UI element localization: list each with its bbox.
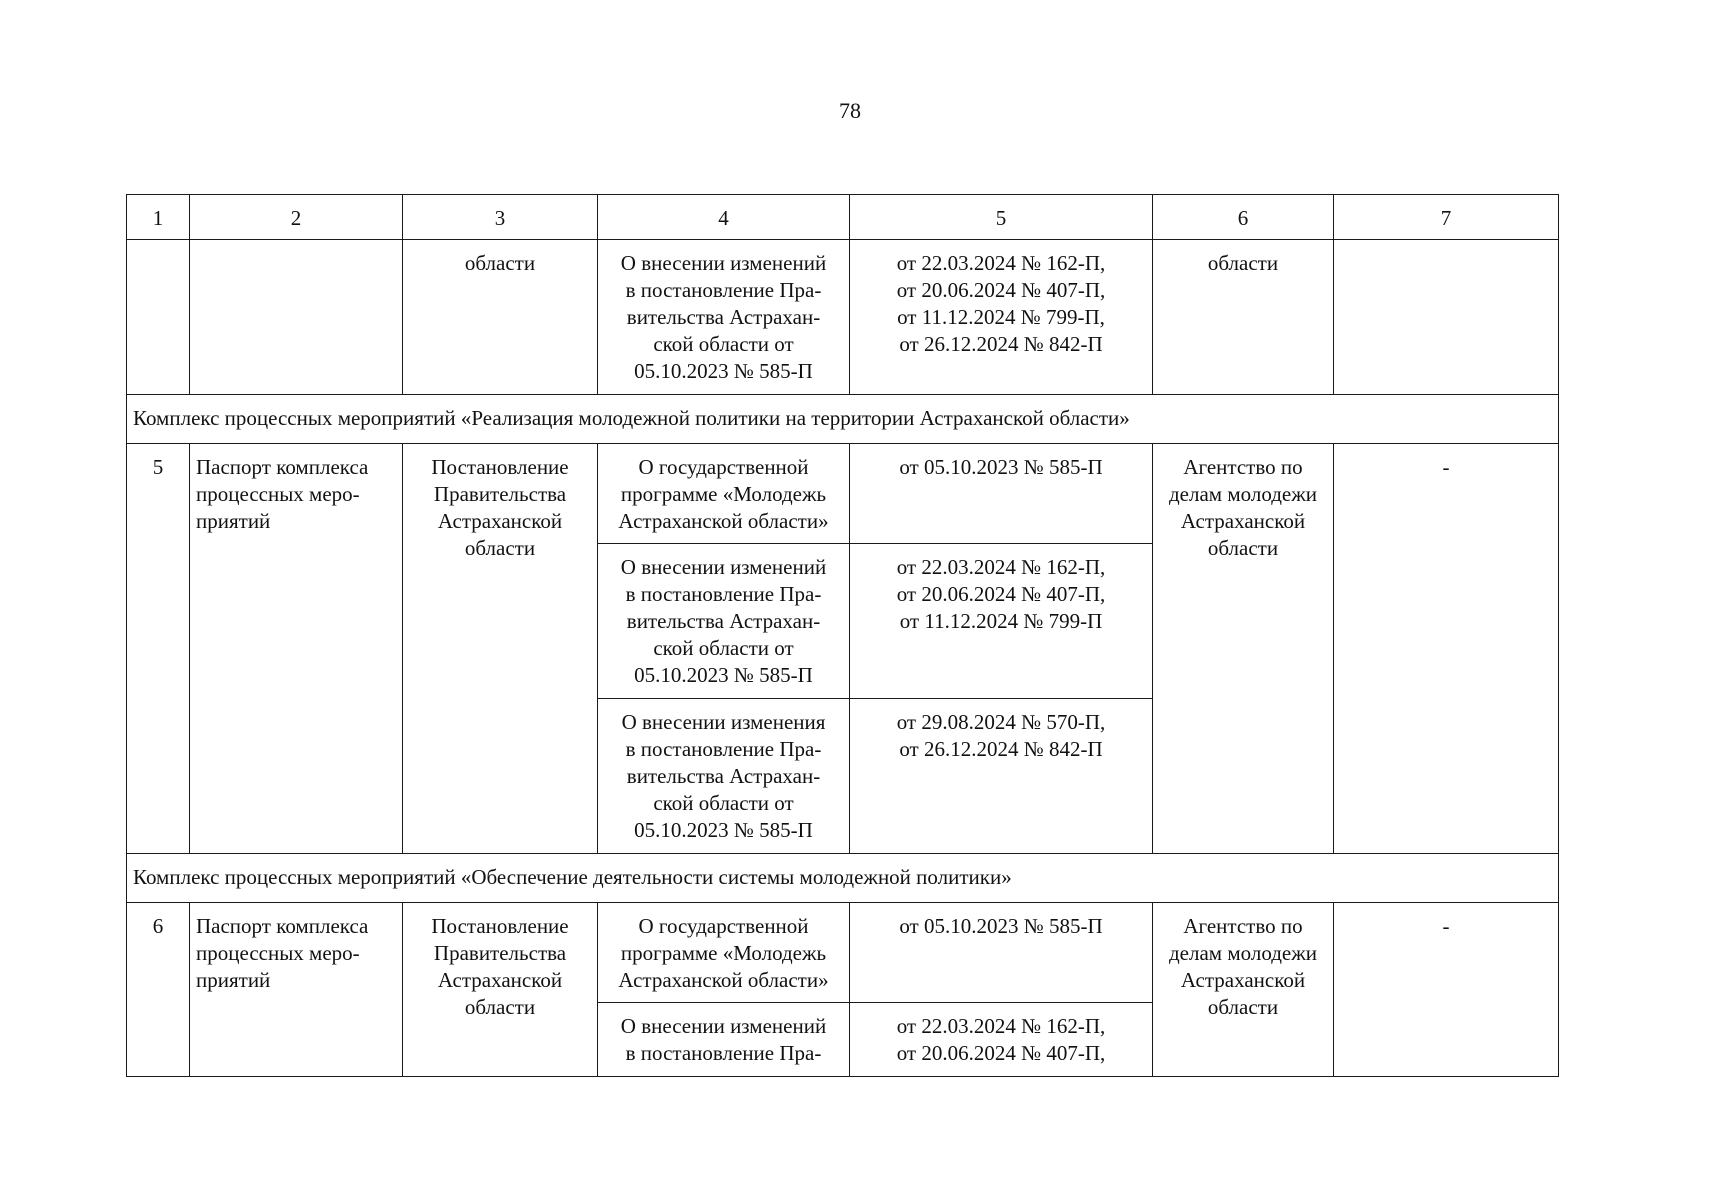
table-row <box>127 444 1559 544</box>
cell-responsible: Агентство по делам молодежи Астраханской области <box>1153 903 1334 1077</box>
table-row-continuation <box>127 240 1559 395</box>
cell-document-type: Паспорт комплекса процессных меро- приятий <box>190 903 403 1077</box>
cell-document-type <box>190 240 403 395</box>
header-cell-7: 7 <box>1334 195 1559 240</box>
cell-document-title: О внесении изменений в постановление Пра- вительства Астрахан- ской области от 05.10.2023 № 585-П <box>598 544 850 699</box>
cell-note: - <box>1334 903 1559 1077</box>
section-title: Комплекс процессных мероприятий «Обеспечение деятельности системы молодежной политики» <box>127 854 1559 903</box>
cell-responsible: области <box>1153 240 1334 395</box>
cell-document-dates: от 29.08.2024 № 570-П, от 26.12.2024 № 842-П <box>850 699 1153 854</box>
section-heading-row <box>127 395 1559 444</box>
cell-note <box>1334 240 1559 395</box>
header-cell-4: 4 <box>598 195 850 240</box>
table-row <box>127 903 1559 1003</box>
section-heading-row <box>127 854 1559 903</box>
cell-document-title: О государственной программе «Молодежь Астраханской области» <box>598 903 850 1003</box>
cell-document-dates: от 22.03.2024 № 162-П, от 20.06.2024 № 407-П, от 11.12.2024 № 799-П, от 26.12.2024 № 842-П <box>850 240 1153 395</box>
header-cell-3: 3 <box>403 195 598 240</box>
table-header-row <box>127 195 1559 240</box>
cell-document-title: О внесении изменений в постановление Пра- вительства Астрахан- ской области от 05.10.2023 № 585-П <box>598 240 850 395</box>
cell-issuer: Постановление Правительства Астраханской области <box>403 903 598 1077</box>
cell-document-dates: от 22.03.2024 № 162-П, от 20.06.2024 № 407-П, от 11.12.2024 № 799-П <box>850 544 1153 699</box>
cell-document-title: О внесении изменения в постановление Пра- вительства Астрахан- ской области от 05.10.2023 № 585-П <box>598 699 850 854</box>
header-cell-1: 1 <box>127 195 190 240</box>
cell-document-title: О внесении изменений в постановление Пра- <box>598 1003 850 1077</box>
cell-note: - <box>1334 444 1559 854</box>
cell-document-type: Паспорт комплекса процессных меро- приятий <box>190 444 403 854</box>
document-table <box>126 194 1559 1077</box>
cell-issuer: области <box>403 240 598 395</box>
cell-number <box>127 240 190 395</box>
cell-number: 6 <box>127 903 190 1077</box>
page-number: 78 <box>839 98 861 123</box>
cell-issuer: Постановление Правительства Астраханской области <box>403 444 598 854</box>
cell-document-dates: от 05.10.2023 № 585-П <box>850 903 1153 1003</box>
section-title: Комплекс процессных мероприятий «Реализация молодежной политики на территории Астраханской области» <box>127 395 1559 444</box>
cell-document-dates: от 05.10.2023 № 585-П <box>850 444 1153 544</box>
header-cell-2: 2 <box>190 195 403 240</box>
cell-document-title: О государственной программе «Молодежь Астраханской области» <box>598 444 850 544</box>
cell-document-dates: от 22.03.2024 № 162-П, от 20.06.2024 № 407-П, <box>850 1003 1153 1077</box>
header-cell-6: 6 <box>1153 195 1334 240</box>
header-cell-5: 5 <box>850 195 1153 240</box>
cell-number: 5 <box>127 444 190 854</box>
cell-responsible: Агентство по делам молодежи Астраханской области <box>1153 444 1334 854</box>
